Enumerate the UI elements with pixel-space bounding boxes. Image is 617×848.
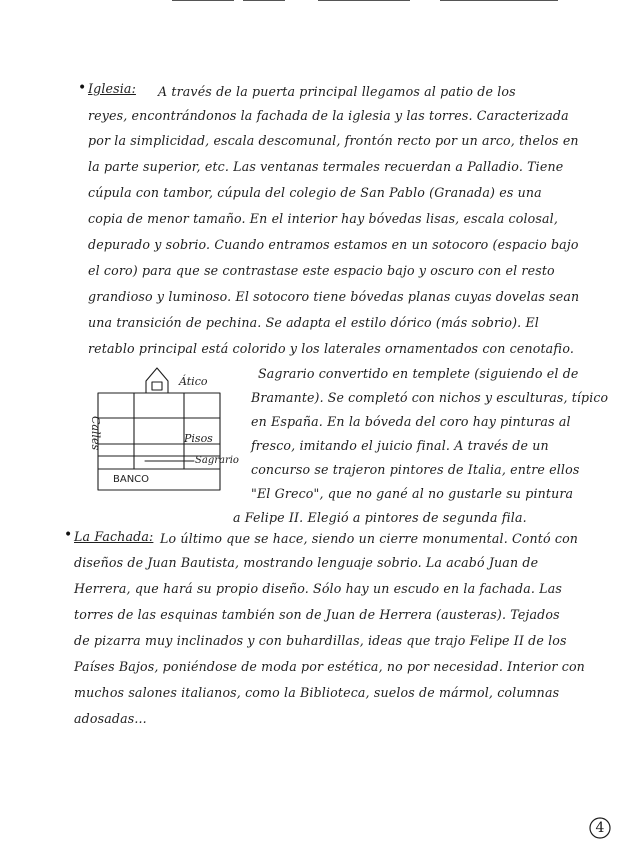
- text-line: copia de menor tamaño. En el interior hay bóvedas lisas, escala colosal,: [88, 211, 559, 226]
- side-text-line: concurso se trajeron pintores de Italia, entre ellos: [251, 462, 580, 477]
- top-edge-mark: [172, 0, 234, 1]
- bullet-fachada: •: [64, 527, 73, 543]
- side-text-line: a Felipe II. Elegió a pintores de segunda fila.: [233, 510, 527, 525]
- fachada-heading: La Fachada:: [74, 529, 154, 544]
- retablo-sketch: [80, 360, 250, 500]
- text-line: de pizarra muy inclinados y con buhardillas, ideas que trajo Felipe II de los: [74, 633, 567, 648]
- side-text-line: fresco, imitando el juicio final. A través de un: [251, 438, 549, 453]
- top-edge-mark: [440, 0, 558, 1]
- text-line: diseños de Juan Bautista, mostrando lenguaje sobrio. La acabó Juan de: [74, 555, 539, 570]
- bullet-iglesia: •: [78, 80, 87, 96]
- text-line: reyes, encontrándonos la fachada de la iglesia y las torres. Caracterizada: [88, 108, 569, 123]
- top-edge-mark: [243, 0, 285, 1]
- label-atico: Ático: [179, 375, 208, 388]
- side-text-line: "El Greco", que no gané al no gustarle su pintura: [251, 486, 574, 501]
- text-line: el coro) para que se contrastase este espacio bajo y oscuro con el resto: [88, 263, 555, 278]
- side-text-line: en España. En la bóveda del coro hay pinturas al: [251, 414, 571, 429]
- text-line: Lo último que se hace, siendo un cierre monumental. Contó con: [160, 531, 579, 546]
- side-text-line: Sagrario convertido en templete (siguiendo el de: [258, 366, 579, 381]
- text-line: grandioso y luminoso. El sotocoro tiene bóvedas planas cuyas dovelas sean: [88, 289, 580, 304]
- text-line: cúpula con tambor, cúpula del colegio de San Pablo (Granada) es una: [88, 185, 542, 200]
- label-pisos: Pisos: [184, 432, 213, 445]
- label-calles: Calles: [89, 416, 102, 451]
- text-line: retablo principal está colorido y los laterales ornamentados con cenotafio.: [88, 341, 574, 356]
- text-line: la parte superior, etc. Las ventanas termales recuerdan a Palladio. Tiene: [88, 159, 564, 174]
- text-line: adosadas...: [74, 711, 147, 726]
- label-banco: BANCO: [113, 474, 150, 485]
- text-line: Países Bajos, poniéndose de moda por estética, no por necesidad. Interior con: [74, 659, 585, 674]
- text-line: una transición de pechina. Se adapta el estilo dórico (más sobrio). El: [88, 315, 539, 330]
- text-line: torres de las esquinas también son de Juan de Herrera (austeras). Tejados: [74, 607, 560, 622]
- text-line: muchos salones italianos, como la Biblioteca, suelos de mármol, columnas: [74, 685, 560, 700]
- page-number: 4: [595, 820, 605, 836]
- label-sagrario: Sagrario: [195, 455, 239, 466]
- text-line: por la simplicidad, escala descomunal, frontón recto por un arco, thelos en: [88, 133, 579, 148]
- top-edge-mark: [318, 0, 410, 1]
- iglesia-heading: Iglesia:: [88, 81, 136, 96]
- side-text-line: Bramante). Se completó con nichos y esculturas, típico: [251, 390, 609, 405]
- text-line: depurado y sobrio. Cuando entramos estamos en un sotocoro (espacio bajo: [88, 237, 579, 252]
- text-line: A través de la puerta principal llegamos al patio de los: [158, 84, 516, 99]
- text-line: Herrera, que hará su propio diseño. Sólo hay un escudo en la fachada. Las: [74, 581, 562, 596]
